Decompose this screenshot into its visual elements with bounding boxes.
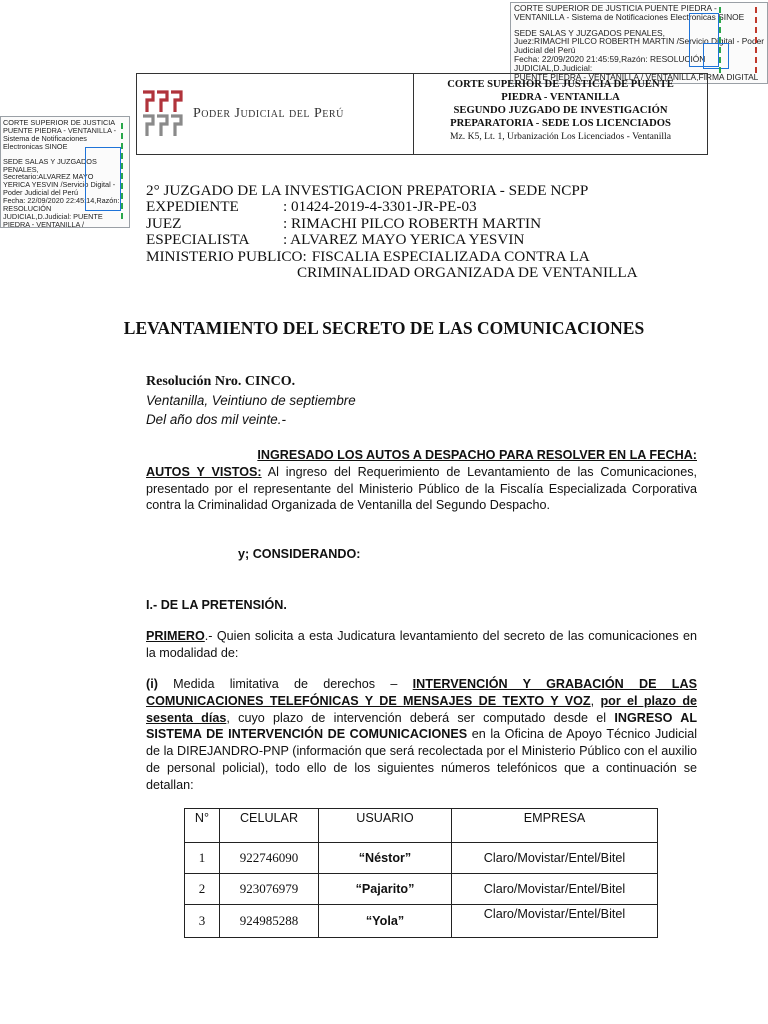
item-i-paragraph: (i) Medida limitativa de derechos – INTERVENCIÓN Y GRABACIÓN DE LAS COMUNICACIONES TELEFÓNICAS Y DE MENSAJES DE TEXTO Y VOZ, por el plazo de sesenta días, cuyo plazo de intervención deberá ser computado desde el INGRESO AL SISTEMA DE INTERVENCIÓN DE COMUNICACIONES en la Oficina de Apoyo Técnico Judicial de la DIREJANDRO-PNP (información que será recolectada por el Ministerio Público con el auxilio de personal policial), todo ello de los siguientes números telefónicos que a continuación se detallan:	[146, 677, 698, 792]
court-identification: CORTE SUPERIOR DE JUSTICIA DE PUENTE PIEDRA - VENTANILLA SEGUNDO JUZGADO DE INVESTIGACIÓN PREPARATORIA - SEDE LOS LICENCIADOS Mz. K5, Lt. 1, Urbanización Los Licenciados - Ventanilla	[414, 78, 707, 143]
expediente-row: EXPEDIENTE : 01424-2019-4-3301-JR-PE-03	[146, 198, 477, 216]
row-number: 2	[185, 874, 220, 905]
resolution-year: Del año dos mil veinte.-	[146, 412, 286, 427]
phone-number: 922746090	[220, 843, 319, 874]
header-cell: N°	[185, 809, 220, 843]
ingresado-heading: INGRESADO LOS AUTOS A DESPACHO PARA RESOLVER EN LA FECHA:	[257, 448, 697, 462]
user-alias: “Pajarito”	[319, 874, 452, 905]
court-name: 2° JUZGADO DE LA INVESTIGACION PREPATORIA - SEDE NCPP	[146, 182, 589, 199]
digital-signature-stamp-judge	[510, 2, 768, 84]
resolution-number: Resolución Nro. CINCO.	[146, 374, 296, 389]
autos-text: Al ingreso del Requerimiento de Levantamiento de las Comunicaciones, presentado por el representante del Ministerio Público de la Fiscalía Especializada Corporativa contra la Criminalidad Organizada de Ventanilla del Segundo Despacho.	[146, 464, 697, 513]
primero-paragraph	[146, 628, 697, 662]
header-cell: CELULAR	[220, 809, 319, 843]
stamp-text: CORTE SUPERIOR DE JUSTICIA PUENTE PIEDRA - VENTANILLA - Sistema de Notificaciones Electronicas SINOE SEDE SALAS Y JUZGADOS PENALES, Juez:RIMACHI PILCO ROBERTH MARTIN /Servicio Digital - Poder Judicial del Perú Fecha: 22/09/2020 21:45:59,Razón: RESOLUCIÓN JUDICIAL,D.Judicial: PUENTE PIEDRA - VENTANILLA / VENTANILLA,FIRMA DIGITAL	[514, 3, 765, 82]
row-number: 3	[185, 905, 220, 938]
user-alias: “Yola”	[319, 905, 452, 938]
phone-numbers-table	[184, 808, 658, 938]
poder-judicial-emblem-icon	[141, 88, 187, 140]
measure-name: INTERVENCIÓN Y GRABACIÓN DE LAS COMUNICACIONES TELEFÓNICAS Y DE MENSAJES DE TEXTO Y VOZ	[146, 677, 697, 708]
item-marker: (i)	[146, 677, 158, 691]
ministerio-row-continued: CRIMINALIDAD ORGANIZADA DE VENTANILLA	[297, 264, 638, 282]
signature-dots-icon	[719, 7, 721, 73]
poder-judicial-logo	[137, 82, 413, 146]
document-title: LEVANTAMIENTO DEL SECRETO DE LAS COMUNICACIONES	[123, 318, 645, 338]
phone-number: 923076979	[220, 874, 319, 905]
signature-frame-icon	[85, 147, 121, 211]
phone-number: 924985288	[220, 905, 319, 938]
carrier: Claro/Movistar/Entel/Bitel	[452, 905, 658, 938]
row-number: 1	[185, 843, 220, 874]
digital-signature-stamp-secretary	[0, 116, 130, 228]
especialista-row: ESPECIALISTA : ALVAREZ MAYO YERICA YESVIN	[146, 231, 525, 249]
header-cell: EMPRESA	[452, 809, 658, 843]
resolution-block	[146, 372, 356, 429]
juez-row: JUEZ : RIMACHI PILCO ROBERTH MARTIN	[146, 214, 542, 232]
table-header-row	[185, 809, 658, 843]
resolution-place-date: Ventanilla, Veintiuno de septiembre	[146, 393, 356, 408]
court-address: Mz. K5, Lt. 1, Urbanización Los Licenciados - Ventanilla	[450, 131, 671, 142]
carrier: Claro/Movistar/Entel/Bitel	[452, 843, 658, 874]
table-row	[185, 843, 658, 874]
signature-dots-icon	[121, 123, 123, 219]
autos-label: AUTOS Y VISTOS:	[146, 464, 262, 479]
logo-wordmark: Poder Judicial del Perú	[193, 106, 344, 121]
autos-y-vistos-paragraph	[146, 447, 697, 514]
section-heading: I.- DE LA PRETENSIÓN.	[146, 598, 287, 612]
document-header	[136, 73, 708, 155]
header-cell: USUARIO	[319, 809, 452, 843]
case-details	[146, 183, 638, 281]
primero-text: .- Quien solicita a esta Judicatura levantamiento del secreto de las comunicaciones en la modalidad de:	[146, 629, 697, 660]
signature-dots-icon	[755, 7, 757, 73]
primero-label: PRIMERO	[146, 629, 205, 643]
considerando-label: y; CONSIDERANDO:	[238, 547, 361, 561]
signature-frame-icon	[703, 43, 729, 69]
stamp-text: CORTE SUPERIOR DE JUSTICIA PUENTE PIEDRA - VENTANILLA - Sistema de Notificaciones Electronicas SINOE SEDE SALAS Y JUZGADOS PENALES, Secretario:ALVAREZ MAYO YERICA YESVIN /Servicio Digital - Poder Judicial del Perú Fecha: 22/09/2020 22:45:14,Razón: RESOLUCIÓN JUDICIAL,D.Judicial: PUENTE PIEDRA - VENTANILLA /	[3, 118, 120, 228]
user-alias: “Néstor”	[319, 843, 452, 874]
plazo-text: por el plazo de sesenta días	[146, 693, 698, 725]
ministerio-row: MINISTERIO PUBLICO: FISCALIA ESPECIALIZADA CONTRA LA	[146, 247, 590, 265]
ingreso-text: INGRESO AL SISTEMA DE INTERVENCIÓN DE COMUNICACIONES	[146, 710, 698, 742]
table-row	[185, 874, 658, 905]
table-row	[185, 905, 658, 938]
carrier: Claro/Movistar/Entel/Bitel	[452, 874, 658, 905]
